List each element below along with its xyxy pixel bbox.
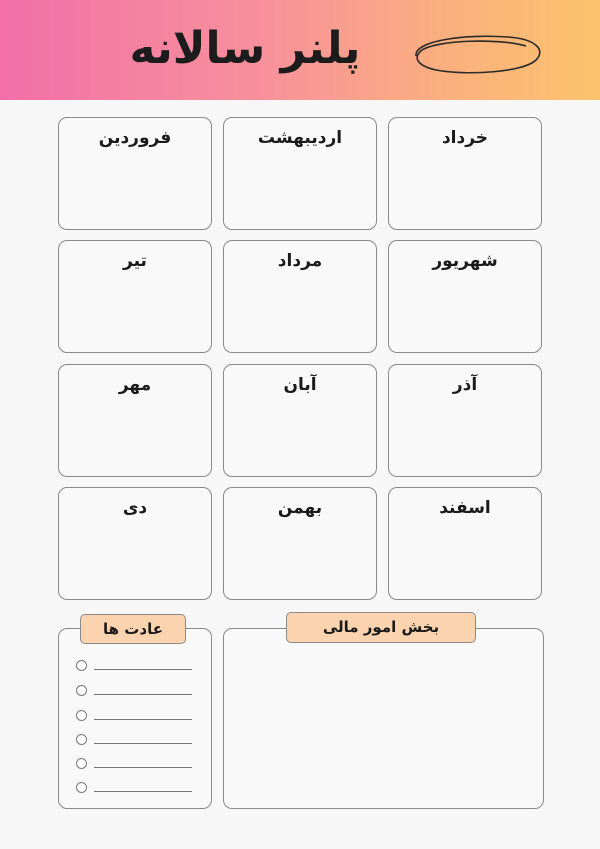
- month-label: تیر: [123, 251, 147, 271]
- finance-panel[interactable]: [223, 628, 544, 809]
- month-box-esfand[interactable]: [388, 487, 542, 600]
- finance-title: بخش امور مالی: [286, 612, 476, 643]
- month-box-khordad[interactable]: [388, 117, 542, 230]
- decorative-oval-icon: [408, 28, 548, 80]
- checkbox-circle-icon[interactable]: [76, 758, 87, 769]
- month-box-mehr[interactable]: [58, 364, 212, 477]
- month-label: اسفند: [439, 498, 491, 518]
- month-box-ordibehesht[interactable]: [223, 117, 377, 230]
- checkbox-circle-icon[interactable]: [76, 734, 87, 745]
- month-label: آذر: [452, 375, 478, 395]
- habit-item[interactable]: [76, 758, 196, 772]
- habit-item[interactable]: [76, 734, 196, 748]
- month-label: بهمن: [277, 498, 323, 518]
- month-box-dey[interactable]: [58, 487, 212, 600]
- month-label: دی: [122, 498, 148, 518]
- checkbox-circle-icon[interactable]: [76, 685, 87, 696]
- month-label: خرداد: [441, 128, 489, 148]
- writing-line: [94, 743, 192, 744]
- habit-item[interactable]: [76, 710, 196, 724]
- month-box-tir[interactable]: [58, 240, 212, 353]
- month-box-farvardin[interactable]: [58, 117, 212, 230]
- month-box-aban[interactable]: [223, 364, 377, 477]
- habit-item[interactable]: [76, 685, 196, 699]
- header-banner: [0, 0, 600, 100]
- writing-line: [94, 694, 192, 695]
- month-box-azar[interactable]: [388, 364, 542, 477]
- month-label: مهر: [118, 375, 152, 395]
- checkbox-circle-icon[interactable]: [76, 782, 87, 793]
- month-label: فروردین: [98, 128, 172, 148]
- month-box-shahrivar[interactable]: [388, 240, 542, 353]
- month-label: شهریور: [432, 251, 498, 271]
- checkbox-circle-icon[interactable]: [76, 660, 87, 671]
- writing-line: [94, 791, 192, 792]
- writing-line: [94, 669, 192, 670]
- habit-item[interactable]: [76, 660, 196, 674]
- habit-item[interactable]: [76, 782, 196, 796]
- month-box-mordad[interactable]: [223, 240, 377, 353]
- month-label: آبان: [283, 375, 317, 395]
- page-title: پلنر سالانه: [129, 23, 361, 74]
- month-label: اردیبهشت: [257, 128, 343, 148]
- checkbox-circle-icon[interactable]: [76, 710, 87, 721]
- writing-line: [94, 767, 192, 768]
- writing-line: [94, 719, 192, 720]
- month-box-bahman[interactable]: [223, 487, 377, 600]
- habits-title: عادت ها: [80, 614, 186, 644]
- month-label: مرداد: [277, 251, 323, 271]
